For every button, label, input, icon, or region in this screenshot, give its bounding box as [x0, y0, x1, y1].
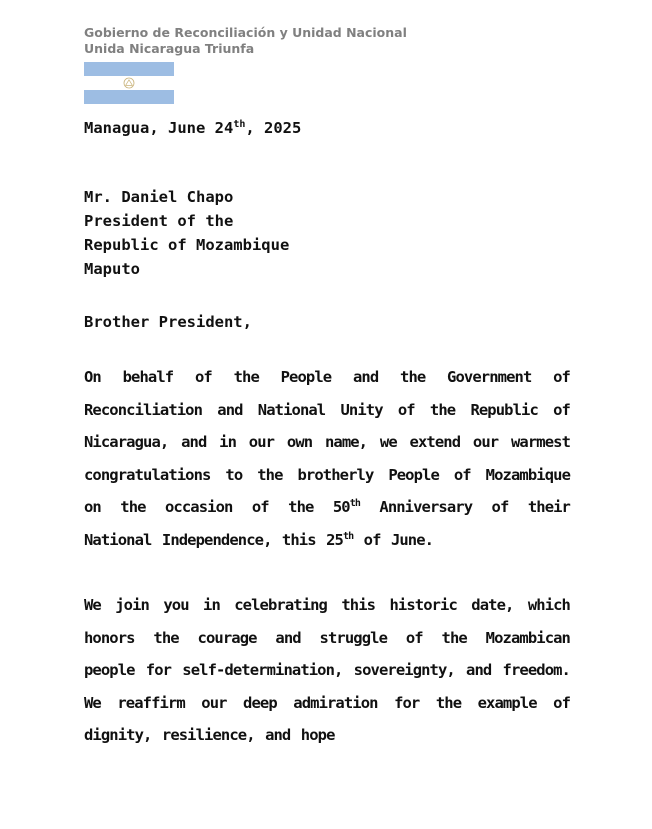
addressee-name: Mr. Daniel Chapo	[84, 188, 234, 206]
letterhead-motto: Unida Nicaragua Triunfa	[84, 41, 255, 56]
dateline-year: , 2025	[245, 119, 302, 137]
body-paragraph-2: We join you in celebrating this historic date, which honors the courage and struggle of the Mozambican people for self-determination, sovereignty, and freedom. We reaffirm our deep admiration for the example of dignity, resilience, and hope	[84, 596, 570, 745]
paragraph1-text-a: On behalf of the People and the Government of Reconciliation and National Unity of the Republic of Nicaragua, and in our own name, we extend our warmest congratulations to the brotherly People of Mozambique on the occasion of the 50	[84, 368, 570, 517]
addressee-city: Maputo	[84, 260, 140, 278]
paragraph1-text-b: Anniversary of their National Independence, this 25	[84, 498, 570, 549]
paragraph1-superscript-2: th	[342, 530, 354, 542]
letterhead	[84, 25, 407, 57]
dateline	[84, 118, 301, 138]
paragraph1-superscript-1: th	[349, 498, 360, 510]
body-paragraph-1	[84, 361, 570, 557]
letterhead-government-name: Gobierno de Reconciliación y Unidad Nacional	[84, 25, 407, 40]
nicaragua-flag-icon	[84, 62, 174, 104]
dateline-ordinal-suffix: th	[233, 119, 246, 130]
dateline-city-date: Managua, June 24	[84, 119, 234, 137]
salutation: Brother President,	[84, 313, 252, 331]
addressee-title-line2: Republic of Mozambique	[84, 236, 290, 254]
addressee-block	[84, 185, 289, 281]
addressee-title-line1: President of the	[84, 212, 234, 230]
paragraph1-text-c: of June.	[353, 530, 434, 549]
